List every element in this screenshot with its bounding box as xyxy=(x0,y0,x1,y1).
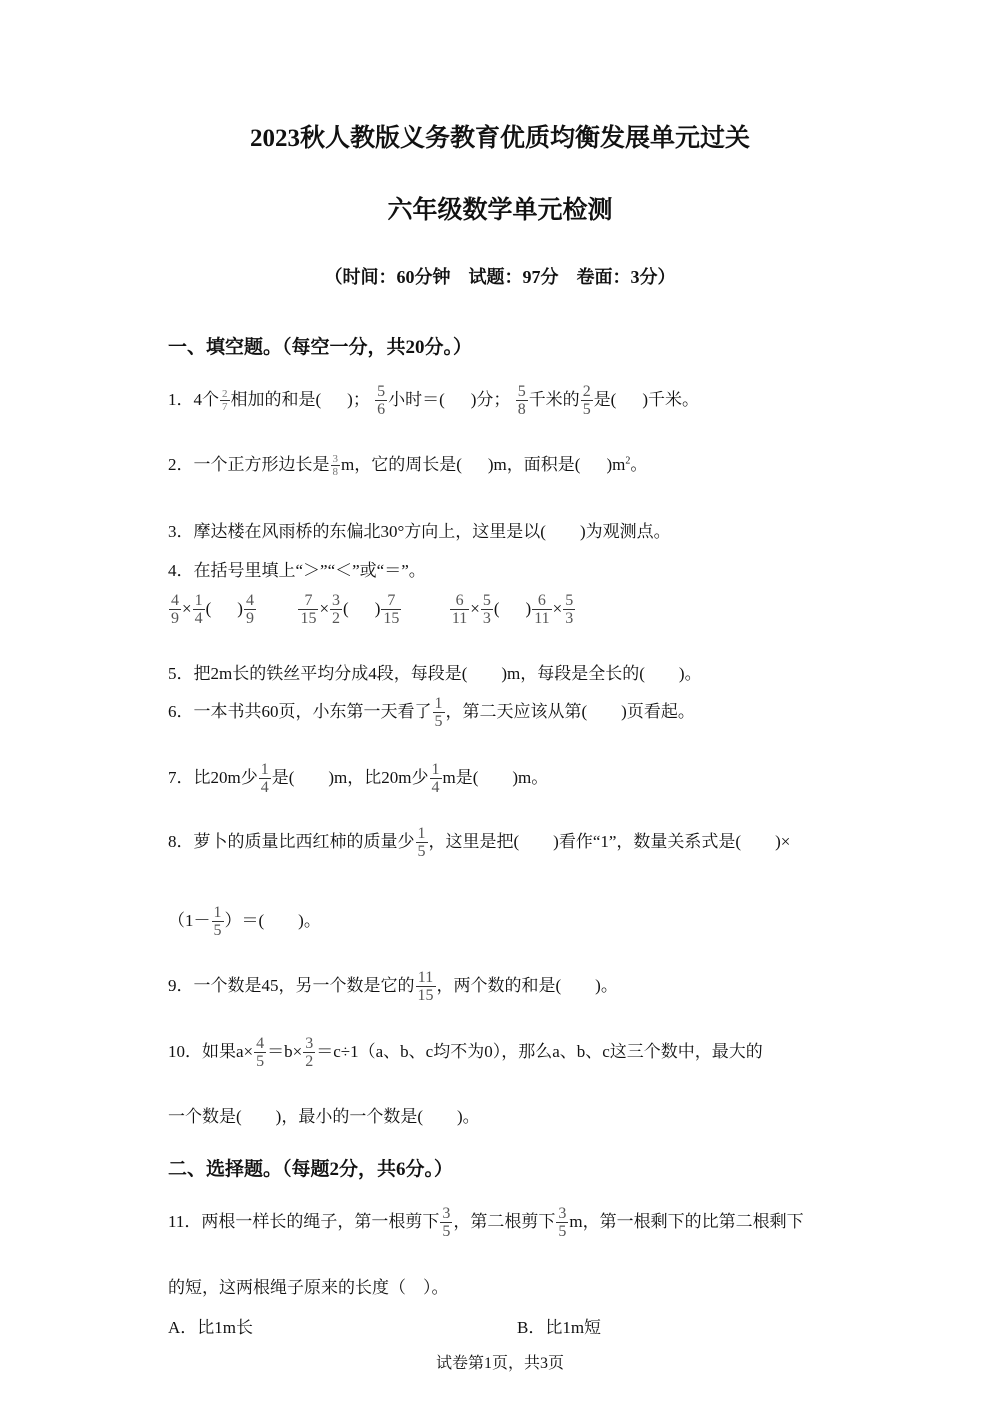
question-5: 5．把2m长的铁丝平均分成4段，每段是( )m，每段是全长的( )。 xyxy=(168,664,702,683)
section-2-heading: 二、选择题。（每题2分，共6分。） xyxy=(168,1159,454,1180)
fraction: $\frac{1}{5}$ xyxy=(417,825,426,860)
question-7: 7．比20m少 $\frac{1}{4}$ 是( )m，比20m少 $\frac{1}{4}$ m是( )m。 xyxy=(168,761,549,796)
fraction: $\frac{5}{8}$ xyxy=(517,383,526,418)
exam-title: 2023秋人教版义务教育优质均衡发展单元过关 xyxy=(249,125,750,152)
fraction: $\frac{1}{4}$ xyxy=(194,592,203,627)
comparison-2: $\frac{7}{15}$ × $\frac{3}{2}$ ( ) $\frac{7}{15}$ xyxy=(300,592,400,627)
question-11: 11．两根一样长的绳子，第一根剪下 $\frac{3}{5}$ ，第二根剪下 $\frac{3}{5}$ m，第一根剩下的比第二根剩下 xyxy=(168,1205,804,1240)
section-1-heading: 一、填空题。（每空一分，共20分。） xyxy=(168,337,473,358)
question-3: 3．摩达楼在风雨桥的东偏北30°方向上，这里是以( )为观测点。 xyxy=(168,522,671,541)
exam-subtitle: 六年级数学单元检测 xyxy=(387,197,613,224)
fraction: $\frac{1}{5}$ xyxy=(434,695,443,730)
question-10: 10．如果a× $\frac{4}{5}$ ＝b× $\frac{3}{2}$ ＝c÷1（a、b、c均不为0），那么a、b、c这三个数中，最大的 xyxy=(168,1035,763,1070)
fraction: $\frac{4}{9}$ xyxy=(171,592,179,627)
fraction: $\frac{3}{2}$ xyxy=(332,592,341,627)
fraction: $\frac{2}{5}$ xyxy=(582,383,591,418)
fraction: $\frac{2}{7}$ xyxy=(222,388,228,413)
fraction: $\frac{5}{3}$ xyxy=(565,592,574,627)
fraction: $\frac{7}{15}$ xyxy=(300,592,317,627)
fraction: $\frac{4}{9}$ xyxy=(245,592,254,627)
fraction: $\frac{5}{3}$ xyxy=(482,592,491,627)
fraction: $\frac{1}{4}$ xyxy=(260,761,269,796)
question-8: 8．萝卜的质量比西红柿的质量少 $\frac{1}{5}$ ，这里是把( )看作“1”，数量关系式是( )× xyxy=(168,825,791,860)
fraction: $\frac{3}{5}$ xyxy=(558,1205,567,1240)
question-2: 2．一个正方形边长是 $\frac{3}{8}$ m，它的周长是( )m，面积是( )$m^2$。 xyxy=(168,453,648,479)
option-b: B．比1m短 xyxy=(517,1318,602,1337)
exam-info: （时间：60分钟 试题：97分 卷面：3分） xyxy=(324,267,676,287)
question-8-line-2: （1－ $\frac{1}{5}$ ）＝( )。 xyxy=(168,904,321,939)
fraction: $\frac{4}{5}$ xyxy=(256,1035,265,1070)
fraction: $\frac{3}{8}$ xyxy=(332,453,338,479)
fraction: $\frac{7}{15}$ xyxy=(383,592,400,627)
comparison-3: $\frac{6}{11}$ × $\frac{5}{3}$ ( ) $\frac{6}{11}$ × $\frac{5}{3}$ xyxy=(451,592,574,627)
fraction: $\frac{1}{4}$ xyxy=(431,761,440,796)
option-a: A．比1m长 xyxy=(168,1318,253,1337)
comparison-1: $\frac{4}{9}$ × $\frac{1}{4}$ ( ) $\frac{4}{9}$ xyxy=(171,592,254,627)
question-4-comparisons xyxy=(168,593,576,627)
page-footer: 试卷第1页，共3页 xyxy=(435,1355,564,1372)
fraction: $\frac{3}{2}$ xyxy=(305,1035,314,1070)
fraction: $\frac{5}{6}$ xyxy=(377,383,386,418)
fraction: $\frac{3}{5}$ xyxy=(442,1205,451,1240)
question-6: 6．一本书共60页，小东第一天看了 $\frac{1}{5}$ ，第二天应该从第( )页看起。 xyxy=(168,695,695,730)
fraction: $\frac{6}{11}$ xyxy=(534,592,550,627)
question-11-line-2: 的短，这两根绳子原来的长度（ ）。 xyxy=(168,1278,449,1297)
question-1: 1．4个 $\frac{2}{7}$ 相加的和是( )； $\frac{5}{6}$ 小时＝( )分； $\frac{5}{8}$ 千米的 $\frac{2}{5}$ 是( )千米。 xyxy=(168,383,700,418)
question-9: 9．一个数是45，另一个数是它的 $\frac{11}{15}$ ，两个数的和是( )。 xyxy=(168,969,618,1004)
fraction: $\frac{6}{11}$ xyxy=(451,592,468,627)
question-4: 4．在括号里填上“＞”“＜”或“＝”。 xyxy=(168,561,426,580)
fraction: $\frac{11}{15}$ xyxy=(417,969,434,1004)
question-10-line-2: 一个数是( )，最小的一个数是( )。 xyxy=(168,1107,480,1126)
fraction: $\frac{1}{5}$ xyxy=(213,904,222,939)
